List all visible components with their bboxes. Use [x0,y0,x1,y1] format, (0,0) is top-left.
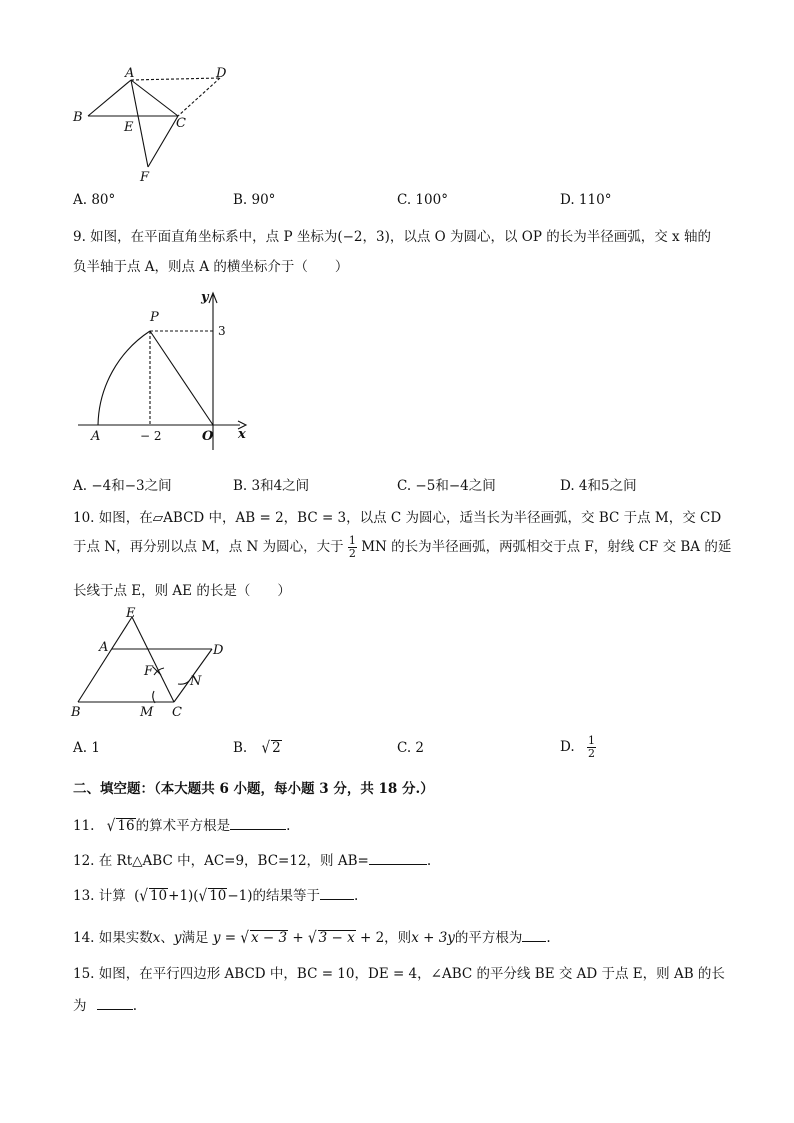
q10-option-b-radicand: 2 [272,740,281,756]
answer-blank[interactable] [97,1009,133,1010]
q15-line2-text: 为 [73,998,87,1014]
q13 [73,884,358,904]
q10-frac-den: 2 [348,547,356,560]
q10-line2-pre: 于点 N，再分别以点 M，点 N 为圆心，大于 [73,539,344,555]
q14 [73,926,551,946]
q10-fraction [348,535,357,560]
label-three: 3 [218,324,226,338]
label-c: C [172,705,182,720]
q10-option-d-fraction [587,735,596,760]
q14-eq: y = [212,930,241,946]
label-d: D [216,66,227,81]
sqrt-symbol: √ [240,928,249,948]
label-e: E [126,606,136,621]
label-f: F [140,170,150,185]
q9-text-line1: 9. 如图，在平面直角坐标系中，点 P 坐标为(−2，3)，以点 O 为圆心，以 OP 的长为半径画弧，交 x 轴的 [73,229,711,245]
label-neg2: − 2 [140,429,162,443]
q13-end: . [354,888,359,904]
sqrt-symbol: √ [198,886,208,906]
segment-cf [148,116,178,167]
answer-blank[interactable] [522,941,546,942]
answer-blank[interactable] [369,864,427,865]
label-c: C [176,116,186,131]
q13-mid2: −1) [227,888,253,904]
q14-sep: 、 [160,930,174,946]
q10-text-line3: 长线于点 E，则 AE 的长是（ ） [73,583,291,599]
segment-dc-dashed [178,78,220,116]
segment-be [78,617,132,702]
q14-end: . [546,930,551,946]
label-f: F [144,664,154,679]
label-m: M [140,705,154,720]
q11-number: 11. [73,818,95,834]
q9-option-d: D. 4和5之间 [560,478,637,494]
q13-pre: 13. 计算 [73,888,126,904]
sqrt-symbol: √ [139,886,148,906]
q10-option-d-den: 2 [587,747,595,760]
q14-rad1: x − 3 [250,930,288,946]
q14-var-x: x [152,930,161,946]
label-d: D [213,643,224,658]
q14-post: 的平方根为 [454,930,523,946]
answer-blank[interactable] [230,829,286,830]
q14-expr: x + 3y [411,930,455,946]
sqrt-symbol: √ [307,928,317,948]
segment-ad-dashed [131,78,220,80]
q13-mid1: +1)( [168,888,199,904]
q11-text: 的算术平方根是 [135,818,231,834]
q11 [73,814,290,834]
ray-ce [132,617,174,702]
label-a: A [91,429,101,444]
q8-option-c: C. 100° [397,192,448,208]
q10-text-line2 [73,535,731,560]
label-e: E [124,120,134,135]
q10-option-c: C. 2 [397,740,425,756]
sqrt-symbol: √ [106,816,116,836]
figure-q8 [70,62,240,187]
q10-frac-num: 1 [348,534,356,547]
segment-op [150,331,213,425]
figure-q10 [68,605,233,725]
segment-ba [88,80,131,116]
q14-tail: + 2，则 [355,930,412,946]
q10-option-b-prefix: B. [233,740,248,756]
arc-m [153,691,155,703]
q14-plus: + [288,930,308,946]
q10-option-a: A. 1 [73,740,100,756]
q15-text-line2 [73,994,137,1014]
q10-text-line1: 10. 如图，在▱ABCD 中，AB = 2，BC = 3，以点 C 为圆心，适当长为半径画弧，交 BC 于点 M，交 CD [73,510,722,526]
label-p: P [150,310,159,325]
q9-option-b: B. 3和4之间 [233,478,310,494]
label-a: A [125,66,135,81]
q8-option-a: A. 80° [73,192,116,208]
label-o: O [202,429,214,444]
label-n: N [190,674,202,689]
q15-text-line1: 15. 如图，在平行四边形 ABCD 中，BC = 10，DE = 4，∠ABC 的平分线 BE 交 AD 于点 E，则 AB 的长 [73,966,725,982]
label-b: B [71,705,81,720]
q11-end: . [286,818,291,834]
q10-option-d-num: 1 [587,734,595,747]
q10-line2-post: MN 的长为半径画弧，两弧相交于点 F，射线 CF 交 BA 的延 [361,539,732,555]
axis-label-y: y [201,290,209,305]
q11-radicand: 16 [117,818,135,834]
q15-end: . [132,998,138,1014]
section-heading: 二、填空题：（本大题共 6 小题，每小题 3 分，共 18 分.） [73,781,434,797]
q14-pre: 14. 如果实数 [73,930,153,946]
q9-option-a: A. −4和−3之间 [73,478,172,494]
q13-open: ( [134,888,140,904]
q13-post: 的结果等于 [252,888,321,904]
q14-var-y: y [173,930,182,946]
segment-af [131,80,148,167]
label-a: A [99,640,109,655]
q12-end: . [426,853,432,869]
q9-option-c: C. −5和−4之间 [397,478,496,494]
figure-q9 [70,285,260,450]
label-b: B [73,110,83,125]
segment-ac [131,80,178,116]
q10-option-d-prefix: D. [560,739,575,755]
q12 [73,849,431,869]
q10-option-d [560,735,596,760]
q8-option-b: B. 90° [233,192,276,208]
sqrt-symbol: √ [261,738,271,758]
arc-pa [98,331,150,425]
q12-text: 12. 在 Rt△ABC 中，AC=9，BC=12，则 AB= [73,853,369,869]
q14-mid: 满足 [181,930,209,946]
q10-option-b [233,740,282,756]
q13-rad2: 10 [209,888,227,904]
answer-blank[interactable] [320,899,354,900]
q14-rad2: 3 − x [318,930,355,946]
axis-label-x: x [238,427,246,442]
q9-text-line2: 负半轴于点 A，则点 A 的横坐标介于（ ） [73,259,349,275]
q8-option-d: D. 110° [560,192,612,208]
q13-rad1: 10 [149,888,168,904]
